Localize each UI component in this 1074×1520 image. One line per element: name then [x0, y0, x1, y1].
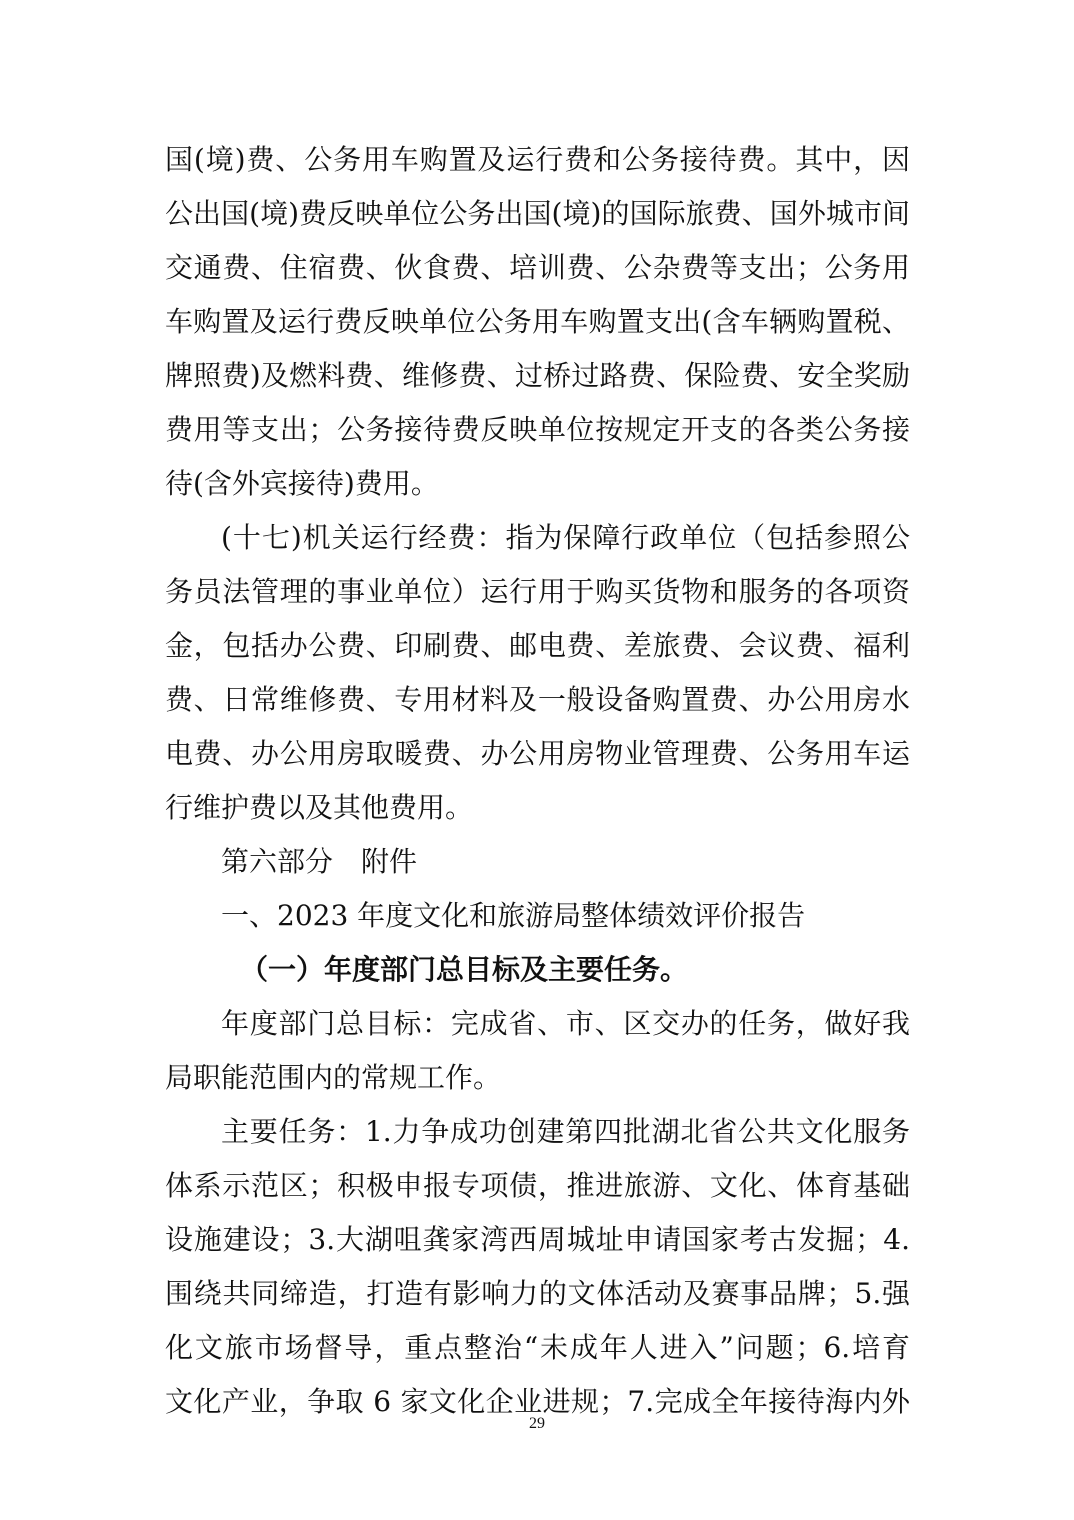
- body-text-line: 费、日常维修费、专用材料及一般设备购置费、办公用房水: [165, 683, 910, 716]
- body-text-line: 公出国(境)费反映单位公务出国(境)的国际旅费、国外城市间: [165, 197, 910, 230]
- body-text-line: 待(含外宾接待)费用。: [165, 467, 439, 500]
- body-text-line: 电费、办公用房取暖费、办公用房物业管理费、公务用车运: [165, 737, 910, 770]
- paragraph-start-line: 年度部门总目标：完成省、市、区交办的任务，做好我: [221, 1007, 910, 1040]
- body-text-line: 局职能范围内的常规工作。: [165, 1061, 502, 1094]
- body-text-line: 费用等支出；公务接待费反映单位按规定开支的各类公务接: [165, 413, 910, 446]
- page-number: 29: [529, 1415, 545, 1432]
- subsection-heading: （一）年度部门总目标及主要任务。: [240, 953, 689, 986]
- paragraph-start-line: (十七)机关运行经费：指为保障行政单位（包括参照公: [221, 521, 910, 554]
- body-text-line: 围绕共同缔造，打造有影响力的文体活动及赛事品牌；5.强: [165, 1277, 910, 1310]
- body-text-line: 国(境)费、公务用车购置及运行费和公务接待费。其中，因: [165, 143, 910, 176]
- body-text-line: 交通费、住宿费、伙食费、培训费、公杂费等支出；公务用: [165, 251, 910, 284]
- body-text-line: 车购置及运行费反映单位公务用车购置支出(含车辆购置税、: [165, 305, 910, 338]
- body-text-line: 务员法管理的事业单位）运行用于购买货物和服务的各项资: [165, 575, 910, 608]
- body-text-line: 行维护费以及其他费用。: [165, 791, 474, 824]
- body-text-line: 金，包括办公费、印刷费、邮电费、差旅费、会议费、福利: [165, 629, 910, 662]
- body-text-line: 设施建设；3.大湖咀龚家湾西周城址申请国家考古发掘；4.: [165, 1223, 910, 1256]
- body-text-line: 体系示范区；积极申报专项债，推进旅游、文化、体育基础: [165, 1169, 910, 1202]
- body-text-line: 文化产业，争取 6 家文化企业进规；7.完成全年接待海内外: [165, 1385, 910, 1418]
- report-title-heading: 一、2023 年度文化和旅游局整体绩效评价报告: [221, 899, 806, 932]
- body-text-line: 化文旅市场督导，重点整治“未成年人进入”问题；6.培育: [165, 1331, 910, 1364]
- section-heading: 第六部分 附件: [221, 845, 418, 878]
- paragraph-start-line: 主要任务：1.力争成功创建第四批湖北省公共文化服务: [221, 1115, 910, 1148]
- body-text-line: 牌照费)及燃料费、维修费、过桥过路费、保险费、安全奖励: [165, 359, 910, 392]
